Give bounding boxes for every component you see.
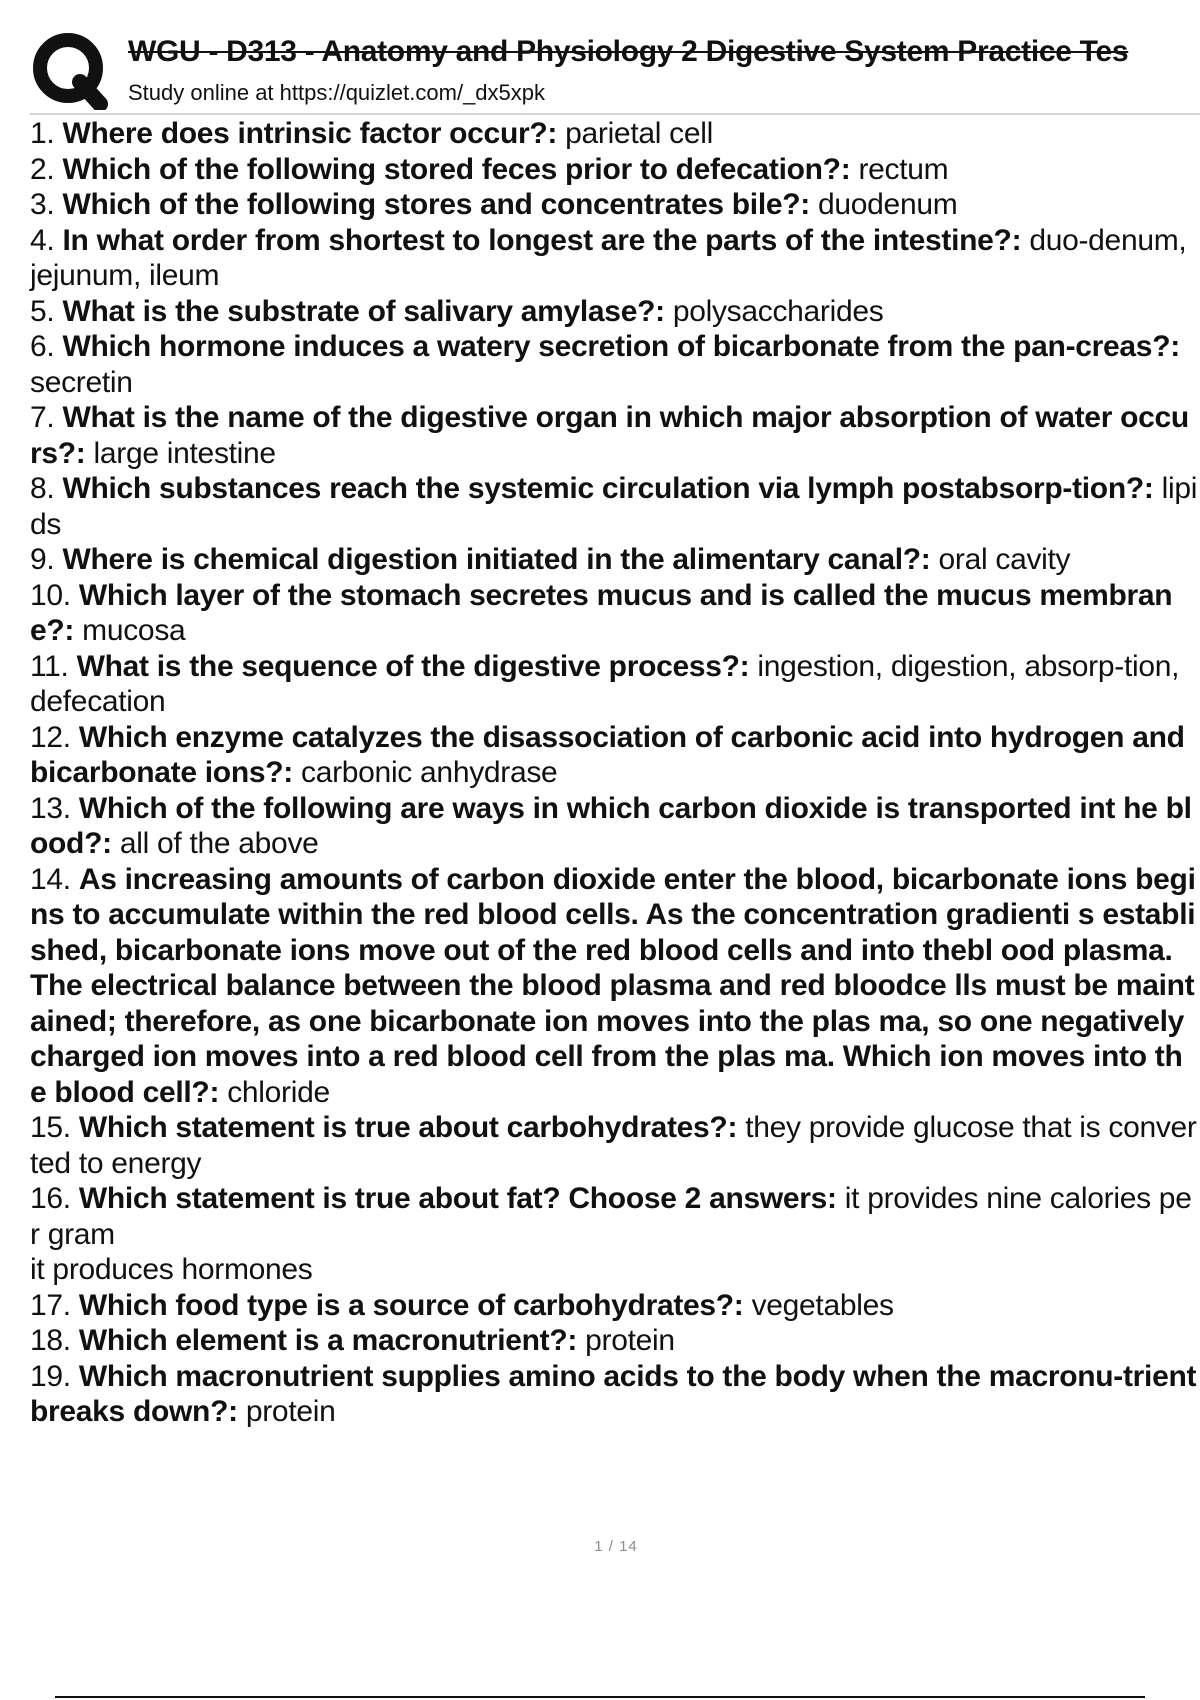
item-number: 17. [30,1288,71,1322]
qa-item [30,116,1198,152]
qa-item [30,400,1198,471]
answer-text: it provides nine calories per gram [30,1182,1192,1251]
item-number: 12. [30,720,71,754]
qa-item [30,1110,1198,1181]
document-title: WGU - D313 - Anatomy and Physiology 2 Digestive System Practice Tes [128,35,1129,68]
answer-text: they provide glucose that is converted to energy [30,1111,1197,1180]
qa-item [30,1288,1198,1324]
qa-item [30,294,1198,330]
item-number: 1. [30,117,55,150]
answer-text-extra: it produces hormones [30,1253,313,1286]
header-divider [30,113,1200,115]
qa-item [30,720,1198,791]
question-text: As increasing amounts of carbon dioxide enter the blood, bicarbonate ions begins to accumulate within the red blood cells. As the concentration gradienti s established, bicarbonate ions move out of the red blood cells and into thebl ood plasma. The electrical balance between the blood plasma and red bloodce lls must be maintained; therefore, as one bicarbonate ion moves into the plas ma, so one negatively charged ion moves into a red blood cell from the plas ma. Which ion moves into the blood cell?: [30,862,1196,1109]
question-text: Which enzyme catalyzes the disassociation of carbonic acid into hydrogen and bicarbonate ions?: [30,720,1185,789]
item-number: 9. [30,543,55,576]
qa-item [30,578,1198,649]
item-number: 16. [30,1182,71,1215]
question-text: In what order from shortest to longest are the parts of the intestine?: [62,223,1022,257]
footer-divider [55,1696,1145,1698]
item-number: 8. [30,472,55,505]
question-text: Where does intrinsic factor occur?: [62,117,558,150]
quizlet-q-logo-icon [30,30,110,110]
answer-text: duodenum [818,188,958,221]
qa-item [30,1323,1198,1359]
answer-text: vegetables [751,1288,894,1322]
qa-item [30,329,1198,400]
question-text: Which statement is true about carbohydrates?: [78,1111,738,1144]
answer-text: protein [585,1324,675,1357]
answer-text: ingestion, digestion, absorp-tion, defecation [30,649,1180,718]
qa-item [30,862,1198,1111]
item-number: 4. [30,223,55,257]
qa-item [30,152,1198,188]
qa-item [30,471,1198,542]
question-text: Which hormone induces a watery secretion of bicarbonate from the pan-creas?: [62,330,1180,363]
item-number: 6. [30,330,55,363]
item-number: 14. [30,862,71,896]
answer-text: oral cavity [938,543,1071,576]
question-text: What is the name of the digestive organ in which major absorption of water occurs?: [30,401,1189,470]
question-text: Which of the following stores and concentrates bile?: [62,188,810,221]
item-number: 5. [30,294,55,328]
page-number: 1 / 14 [594,1538,638,1555]
item-number: 3. [30,188,55,221]
question-answer-list [30,116,1198,1430]
answer-text: carbonic anhydrase [301,756,558,789]
question-text: What is the sequence of the digestive process?: [76,649,750,683]
question-text: Which element is a macronutrient?: [78,1324,578,1357]
item-number: 13. [30,791,71,825]
answer-text: secretin [30,365,133,399]
qa-item [30,187,1198,223]
question-text: Which substances reach the systemic circulation via lymph postabsorp-tion?: [62,472,1154,505]
item-number: 7. [30,401,55,434]
question-text: Where is chemical digestion initiated in the alimentary canal?: [62,543,931,576]
item-number: 2. [30,152,55,186]
answer-text: rectum [858,152,949,186]
answer-text: protein [245,1395,336,1428]
answer-text: large intestine [93,436,276,470]
item-number: 10. [30,578,71,612]
answer-text: parietal cell [565,117,713,150]
item-number: 15. [30,1111,71,1144]
qa-item [30,649,1198,720]
item-number: 18. [30,1324,71,1357]
qa-item [30,1359,1198,1430]
answer-text: all of the above [119,827,319,860]
question-text: Which macronutrient supplies amino acids to the body when the macronu-trient breaks down?: [30,1359,1197,1428]
answer-text: chloride [227,1075,330,1109]
answer-text: duo-denum, jejunum, ileum [30,223,1187,292]
question-text: What is the substrate of salivary amylase?: [62,294,665,328]
qa-item [30,223,1198,294]
item-number: 19. [30,1359,71,1393]
question-text: Which of the following stored feces prior to defecation?: [62,152,851,186]
answer-text: polysaccharides [672,294,884,328]
qa-item [30,791,1198,862]
question-text: Which layer of the stomach secretes mucus and is called the mucus membrane?: [30,578,1173,647]
answer-text: lipids [30,472,1198,541]
qa-item [30,1181,1198,1288]
study-online-link[interactable]: Study online at https://quizlet.com/_dx5xpk [128,80,546,105]
answer-text: mucosa [82,614,186,647]
qa-item [30,542,1198,578]
question-text: Which food type is a source of carbohydrates?: [78,1288,744,1322]
question-text: Which statement is true about fat? Choose 2 answers: [78,1182,837,1215]
question-text: Which of the following are ways in which carbon dioxide is transported int he blood?: [30,791,1192,860]
item-number: 11. [30,649,69,683]
